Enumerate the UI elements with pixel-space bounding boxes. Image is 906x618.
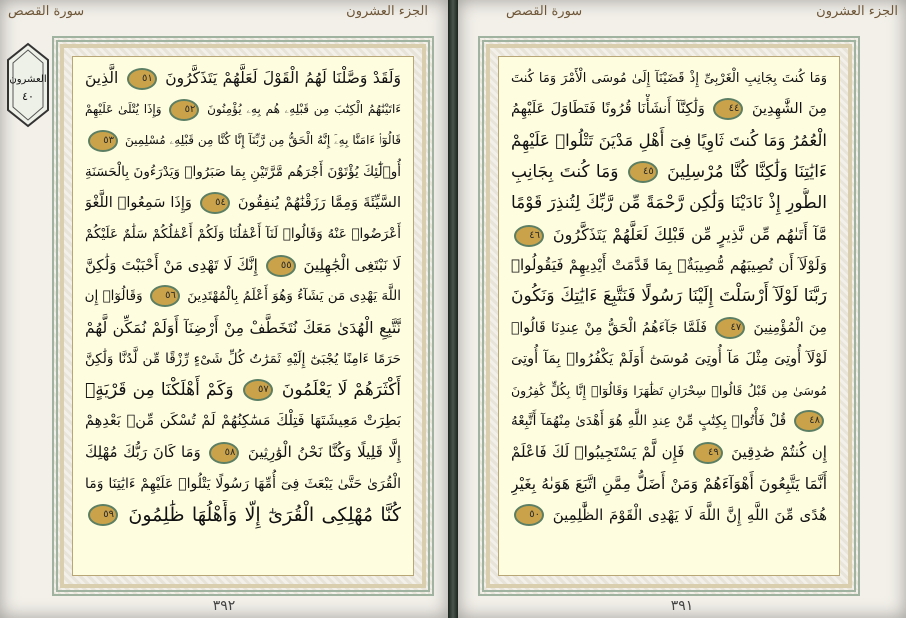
left-page-text-block bbox=[72, 56, 414, 576]
ayah-number-marker: ٥٥ bbox=[266, 255, 296, 277]
ayah-number-marker: ٥٦ bbox=[150, 285, 180, 307]
verse-text: وَلَقَدْ وَصَّلْنَا لَهُمُ الْقَوْلَ لَعَلَّهُمْ يَتَذَكَّرُونَ bbox=[165, 69, 401, 87]
ayah-number-marker: ٤٥ bbox=[628, 161, 658, 183]
verse-text: ءَايَٰتِنَا وَلَٰكِنَّا كُنَّا مُرْسِلِينَ bbox=[667, 161, 827, 182]
verse-text: بَطِرَتْ مَعِيشَتَهَا فَتِلْكَ مَسَٰكِنُهُمْ لَمْ تُسْكَن مِّنۢ بَعْدِهِمْ bbox=[85, 413, 401, 430]
text-line bbox=[511, 94, 827, 125]
verse-text: مُوسَىٰ مِن قَبْلُ قَالُوا۟ سِحْرَانِ تَظَٰهَرَا وَقَالُوٓا۟ إِنَّا بِكُلٍّ كَٰفِرُونَ bbox=[511, 383, 827, 399]
verse-text: وَإِذَا يُتْلَىٰ عَلَيْهِمْ bbox=[85, 102, 162, 117]
left-header-juz: الجزء العشرون bbox=[346, 4, 428, 19]
text-line bbox=[511, 500, 827, 531]
verse-text: وَلَوْلَآ أَن تُصِيبَهُم مُّصِيبَةٌۢ بِمَا قَدَّمَتْ أَيْدِيهِمْ فَيَقُولُوا۟ bbox=[511, 256, 827, 275]
text-line bbox=[85, 406, 401, 437]
right-header-juz: الجزء العشرون bbox=[816, 4, 898, 19]
ayah-number-marker: ٥٨ bbox=[209, 442, 239, 464]
verse-text: فَإِن لَّمْ يَسْتَجِيبُوا۟ لَكَ فَاعْلَمْ bbox=[511, 443, 685, 462]
text-line bbox=[85, 188, 401, 219]
text-line bbox=[511, 125, 827, 156]
verse-text: الَّذِينَ bbox=[85, 69, 119, 87]
ayah-number-marker: ٤٧ bbox=[715, 317, 745, 339]
verse-text: وَكَمْ أَهْلَكْنَا مِن قَرْيَةٍۭ bbox=[85, 380, 234, 401]
verse-text: وَقَالُوٓا۟ إِن bbox=[85, 288, 143, 305]
verse-text: الطُّورِ إِذْ نَادَيْنَا وَلَٰكِن رَّحْمَةً مِّن رَّبِّكَ لِتُنذِرَ قَوْمًا bbox=[511, 192, 827, 213]
text-line bbox=[511, 250, 827, 281]
text-line bbox=[85, 469, 401, 500]
verse-text: الْعُمُرُ وَمَا كُنتَ ثَاوِيًا فِىٓ أَهْلِ مَدْيَنَ تَتْلُوا۟ عَلَيْهِمْ bbox=[511, 131, 827, 151]
juz-badge-icon bbox=[4, 42, 52, 128]
verse-text: قَالُوٓا۟ ءَامَنَّا بِهِۦٓ إِنَّهُ الْحَقُّ مِن رَّبِّنَآ إِنَّا كُنَّا مِن قَبْلِهِۦ مُسْلِمِينَ bbox=[124, 133, 401, 148]
text-line bbox=[85, 313, 401, 344]
left-header-surah: سورة القصص bbox=[8, 4, 85, 19]
ayah-number-marker: ٤٦ bbox=[514, 225, 544, 247]
text-line bbox=[511, 344, 827, 375]
verse-text: نَّتَّبِعِ الْهُدَىٰ مَعَكَ نُتَخَطَّفْ مِنْ أَرْضِنَآ أَوَلَمْ نُمَكِّن لَّهُمْ bbox=[85, 318, 401, 337]
left-page-number: ٣٩٢ bbox=[212, 598, 236, 614]
verse-text: رَبَّنَا لَوْلَآ أَرْسَلْتَ إِلَيْنَا رَسُولًا فَنَتَّبِعَ ءَايَٰتِكَ وَنَكُونَ bbox=[511, 286, 827, 307]
verse-text: إِن كُنتُمْ صَٰدِقِينَ bbox=[731, 443, 827, 462]
text-line bbox=[85, 344, 401, 375]
text-line bbox=[511, 281, 827, 312]
ayah-number-marker: ٥١ bbox=[127, 68, 157, 90]
text-line bbox=[85, 94, 401, 125]
verse-text: إِلَّا قَلِيلًا وَكُنَّا نَحْنُ الْوَٰرِثِينَ bbox=[247, 443, 401, 462]
text-line bbox=[511, 313, 827, 344]
verse-text: حَرَمًا ءَامِنًا يُجْبَىٰٓ إِلَيْهِ ثَمَرَٰتُ كُلِّ شَىْءٍ رِّزْقًا مِّن لَّدُنَّا وَلَٰكِنَّ bbox=[85, 350, 401, 367]
text-line bbox=[85, 125, 401, 156]
verse-text: لَوْلَآ أُوتِىَ مِثْلَ مَآ أُوتِىَ مُوسَىٰٓ أَوَلَمْ يَكْفُرُوا۟ بِمَآ أُوتِىَ bbox=[511, 350, 827, 367]
verse-text: أُو۟لَٰٓئِكَ يُؤْتَوْنَ أَجْرَهُم مَّرَّتَيْنِ بِمَا صَبَرُوا۟ وَيَدْرَءُونَ بِالْحَسَنَةِ bbox=[85, 163, 401, 180]
verse-text: وَمَا كَانَ رَبُّكَ مُهْلِكَ bbox=[85, 443, 201, 462]
ayah-number-marker: ٤٨ bbox=[794, 410, 824, 432]
verse-text: وَمَا كُنتَ بِجَانِبِ bbox=[511, 161, 619, 182]
right-page-number: ٣٩١ bbox=[670, 598, 694, 614]
text-line bbox=[511, 375, 827, 406]
text-line bbox=[511, 406, 827, 437]
right-page-frame bbox=[478, 36, 860, 596]
text-line bbox=[511, 63, 827, 94]
verse-text: لَا نَبْتَغِى الْجَٰهِلِينَ bbox=[303, 256, 401, 275]
verse-text: أَعْرَضُوا۟ عَنْهُ وَقَالُوا۟ لَنَآ أَعْمَٰلُنَا وَلَكُمْ أَعْمَٰلُكُمْ سَلَٰمٌ عَلَيْكُمْ bbox=[85, 226, 401, 243]
text-line bbox=[85, 157, 401, 188]
ayah-number-marker: ٥٣ bbox=[88, 130, 118, 152]
left-page-frame bbox=[52, 36, 434, 596]
verse-text: أَكْثَرَهُمْ لَا يَعْلَمُونَ bbox=[281, 380, 401, 401]
verse-text: مَّآ أَتَىٰهُم مِّن نَّذِيرٍ مِّن قَبْلِكَ لَعَلَّهُمْ يَتَذَكَّرُونَ bbox=[552, 225, 827, 245]
verse-text: الْقُرَىٰ حَتَّىٰ يَبْعَثَ فِىٓ أُمِّهَا رَسُولًا يَتْلُوا۟ عَلَيْهِمْ ءَايَٰتِنَا وَمَا bbox=[85, 475, 401, 492]
verse-text: ءَاتَيْنَٰهُمُ الْكِتَٰبَ مِن قَبْلِهِۦ هُم بِهِۦ يُؤْمِنُونَ bbox=[207, 102, 401, 117]
verse-text: وَمَا كُنتَ بِجَانِبِ الْغَرْبِىِّ إِذْ قَضَيْنَآ إِلَىٰ مُوسَى الْأَمْرَ وَمَا كُنتَ bbox=[511, 71, 827, 86]
text-line bbox=[85, 281, 401, 312]
book-gutter bbox=[448, 0, 458, 618]
text-line bbox=[85, 63, 401, 94]
text-line bbox=[511, 219, 827, 250]
text-line bbox=[511, 437, 827, 468]
verse-text: اللَّهَ يَهْدِى مَن يَشَآءُ وَهُوَ أَعْلَمُ بِالْمُهْتَدِينَ bbox=[187, 288, 401, 305]
ayah-number-marker: ٤٤ bbox=[713, 98, 743, 120]
text-line bbox=[511, 157, 827, 188]
right-page-text-block bbox=[498, 56, 840, 576]
juz-badge-label: العشرون bbox=[9, 74, 47, 85]
verse-text: أَنَّمَا يَتَّبِعُونَ أَهْوَآءَهُمْ وَمَنْ أَضَلُّ مِمَّنِ اتَّبَعَ هَوَىٰهُ بِغَيْرِ bbox=[511, 474, 827, 493]
text-line bbox=[511, 188, 827, 219]
ayah-number-marker: ٤٩ bbox=[693, 442, 723, 464]
text-line bbox=[85, 500, 401, 531]
verse-text: هُدًى مِّنَ اللَّهِ إِنَّ اللَّهَ لَا يَهْدِى الْقَوْمَ الظَّٰلِمِينَ bbox=[552, 505, 827, 524]
right-page bbox=[458, 0, 906, 618]
ayah-number-marker: ٥٤ bbox=[200, 192, 230, 214]
verse-text: مِنَ الشَّٰهِدِينَ bbox=[751, 101, 827, 118]
verse-text: فَلَمَّا جَآءَهُمُ الْحَقُّ مِنْ عِندِنَا قَالُوا۟ bbox=[511, 319, 707, 336]
left-page bbox=[0, 0, 448, 618]
verse-text: إِنَّكَ لَا تَهْدِى مَنْ أَحْبَبْتَ وَلَٰكِنَّ bbox=[85, 256, 258, 275]
right-header-surah: سورة القصص bbox=[506, 4, 583, 19]
text-line bbox=[85, 437, 401, 468]
juz-badge-number: ٤٠ bbox=[22, 90, 34, 103]
verse-text: وَإِذَا سَمِعُوا۟ اللَّغْوَ bbox=[85, 194, 192, 211]
text-line bbox=[85, 219, 401, 250]
verse-text: كُنَّا مُهْلِكِى الْقُرَىٰٓ إِلَّا وَأَهْلُهَا ظَٰلِمُونَ bbox=[128, 503, 401, 526]
ayah-number-marker: ٥٩ bbox=[88, 504, 118, 526]
text-line bbox=[85, 375, 401, 406]
ayah-number-marker: ٥٠ bbox=[514, 504, 544, 526]
ayah-number-marker: ٥٢ bbox=[169, 99, 199, 121]
verse-text: مِنَ الْمُؤْمِنِينَ bbox=[753, 319, 827, 336]
verse-text: وَلَٰكِنَّآ أَنشَأْنَا قُرُونًا فَتَطَاوَلَ عَلَيْهِمُ bbox=[511, 101, 705, 118]
verse-text: قُلْ فَأْتُوا۟ بِكِتَٰبٍ مِّنْ عِندِ اللَّهِ هُوَ أَهْدَىٰ مِنْهُمَآ أَتَّبِعْهُ bbox=[511, 413, 787, 430]
text-line bbox=[85, 250, 401, 281]
text-line bbox=[511, 469, 827, 500]
verse-text: السَّيِّئَةَ وَمِمَّا رَزَقْنَٰهُمْ يُنفِقُونَ bbox=[237, 194, 401, 211]
ayah-number-marker: ٥٧ bbox=[243, 379, 273, 401]
